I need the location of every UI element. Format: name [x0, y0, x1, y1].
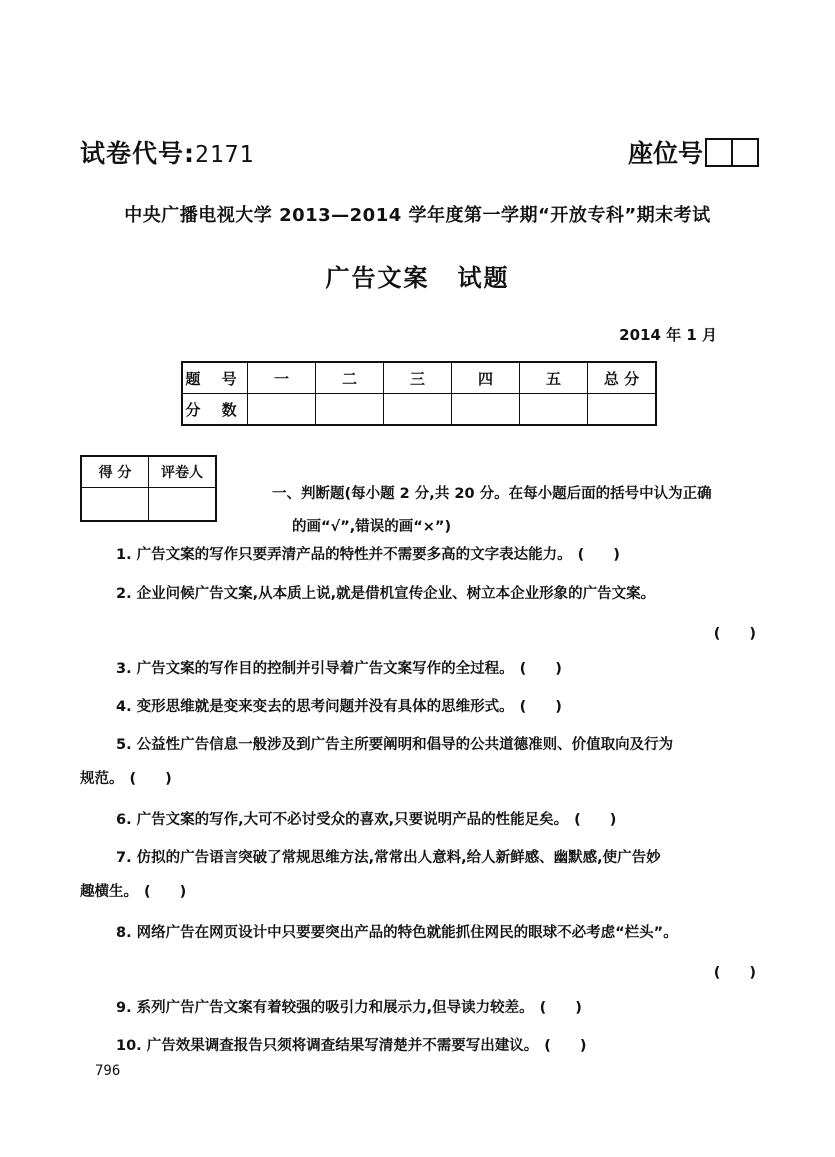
question-text: 7. 仿拟的广告语言突破了常规思维方法,常常出人意料,给人新鲜感、幽默感,使广告妙	[116, 850, 661, 866]
answer-parentheses[interactable]: ( )	[144, 884, 187, 900]
question-item	[80, 582, 760, 643]
score-table-column: 五	[520, 362, 588, 394]
question-item	[80, 733, 760, 788]
score-cell[interactable]	[520, 394, 588, 426]
question-item	[80, 543, 760, 564]
question-text: 1. 广告文案的写作只要弄清产品的特性并不需要多高的文字表达能力。	[116, 547, 572, 563]
paper-code	[80, 134, 254, 170]
grader-table-entry-row	[81, 488, 216, 522]
answer-parentheses[interactable]: ( )	[129, 771, 172, 787]
question-text: 4. 变形思维就是变来变去的思考问题并没有具体的思维形式。	[116, 699, 514, 715]
score-table-column: 四	[452, 362, 520, 394]
grader-name-cell[interactable]	[149, 488, 217, 522]
score-table-header-row	[182, 362, 656, 394]
grader-name-label: 评卷人	[149, 456, 217, 488]
score-table-row-label: 题 号	[182, 362, 248, 394]
score-table-column: 三	[384, 362, 452, 394]
seat-number	[628, 134, 759, 170]
score-cell[interactable]	[588, 394, 657, 426]
question-text-cont: 趣横生。	[80, 884, 138, 900]
exam-title	[0, 258, 835, 293]
question-item	[80, 846, 760, 901]
question-text: 3. 广告文案的写作目的控制并引导着广告文案写作的全过程。	[116, 661, 514, 677]
answer-parentheses[interactable]: ( )	[544, 1038, 587, 1054]
answer-parentheses[interactable]: ( )	[713, 626, 756, 642]
paper-code-value: 2171	[195, 142, 255, 168]
exam-date: 2014 年 1 月	[619, 326, 717, 344]
score-table-column: 总 分	[588, 362, 657, 394]
score-table-column: 二	[316, 362, 384, 394]
score-table-row-label: 分 数	[182, 394, 248, 426]
score-table-column: 一	[248, 362, 316, 394]
answer-parentheses[interactable]: ( )	[519, 661, 562, 677]
question-item	[80, 695, 760, 716]
score-cell[interactable]	[248, 394, 316, 426]
question-text: 8. 网络广告在网页设计中只要要突出产品的特色就能抓住网民的眼球不必考虑“栏头”。	[116, 925, 678, 941]
question-text: 9. 系列广告广告文案有着较强的吸引力和展示力,但导读力较差。	[116, 1000, 534, 1016]
question-text: 2. 企业问候广告文案,从本质上说,就是借机宣传企业、树立本企业形象的广告文案。	[116, 586, 656, 602]
grader-table	[80, 455, 217, 522]
exam-header: 中央广播电视大学 2013—2014 学年度第一学期“开放专科”期末考试	[124, 205, 711, 226]
question-item	[80, 1034, 760, 1055]
score-table-score-row	[182, 394, 656, 426]
section-heading-line2: 的画“√”,错误的画“×”)	[292, 519, 452, 535]
question-text-cont: 规范。	[80, 771, 124, 787]
paper-code-label: 试卷代号:	[80, 139, 195, 168]
score-table	[181, 361, 657, 426]
answer-parentheses[interactable]: ( )	[519, 699, 562, 715]
section-heading	[272, 478, 762, 544]
seat-number-boxes	[705, 138, 759, 167]
seat-box[interactable]	[733, 138, 759, 167]
question-item	[80, 657, 760, 678]
question-text: 6. 广告文案的写作,大可不必讨受众的喜欢,只要说明产品的性能足矣。	[116, 812, 569, 828]
score-cell[interactable]	[452, 394, 520, 426]
answer-parentheses[interactable]: ( )	[577, 547, 620, 563]
question-item	[80, 808, 760, 829]
score-cell[interactable]	[316, 394, 384, 426]
page-number: 796	[95, 1063, 121, 1079]
question-text: 5. 公益性广告信息一般涉及到广告主所要阐明和倡导的公共道德准则、价值取向及行为	[116, 737, 674, 753]
grader-score-label: 得 分	[81, 456, 149, 488]
exam-title-suffix: 试题	[457, 264, 510, 292]
seat-box[interactable]	[705, 138, 733, 167]
question-item	[80, 996, 760, 1017]
question-item	[80, 921, 760, 982]
section-heading-line1: 一、判断题(每小题 2 分,共 20 分。在每小题后面的括号中认为正确	[272, 486, 712, 502]
grader-table-header-row	[81, 456, 216, 488]
answer-parentheses[interactable]: ( )	[574, 812, 617, 828]
question-text: 10. 广告效果调查报告只须将调查结果写清楚并不需要写出建议。	[116, 1038, 539, 1054]
answer-parentheses[interactable]: ( )	[539, 1000, 582, 1016]
exam-subject: 广告文案	[325, 264, 430, 292]
answer-parentheses[interactable]: ( )	[713, 965, 756, 981]
score-cell[interactable]	[384, 394, 452, 426]
seat-number-label: 座位号	[628, 139, 704, 168]
grader-score-cell[interactable]	[81, 488, 149, 522]
